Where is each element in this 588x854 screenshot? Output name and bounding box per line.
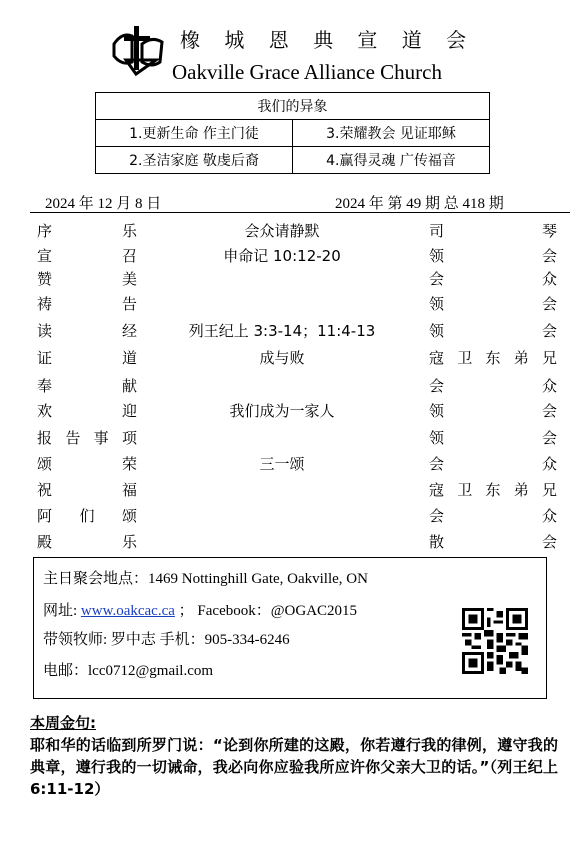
order-item-char: 召 [121,247,137,265]
order-item-name [37,375,137,396]
order-item-content: 成与败 [259,349,305,367]
qr-code-icon [462,608,528,674]
order-item-name [37,347,137,368]
order-item-char: 赞 [37,270,53,288]
order-item-char: 们 [79,507,95,525]
vision-item: 3.荣耀教会 见证耶稣 [293,120,490,147]
order-row [37,505,557,529]
order-resp-char: 卫 [457,349,473,367]
order-item-char: 美 [121,270,137,288]
order-resp-char: 卫 [457,481,473,499]
order-row [37,531,557,555]
order-resp-char: 兄 [541,481,557,499]
order-item-content: 申命记 10:12-20 [223,247,341,265]
order-resp-char: 领 [429,402,445,420]
order-item-name [37,453,137,474]
order-row [37,245,557,269]
order-item-char: 读 [37,322,53,340]
divider [30,212,570,213]
order-item-responsible [429,347,557,368]
order-item-char: 项 [121,429,137,447]
order-resp-char: 散 [429,533,445,551]
order-item-responsible [429,400,557,421]
vision-item: 1.更新生命 作主门徒 [96,120,293,147]
order-row [37,427,557,451]
order-item-char: 乐 [121,533,137,551]
order-item-content: 三一颂 [259,455,305,473]
order-item-content: 我们成为一家人 [229,402,335,420]
order-item-char: 事 [93,429,109,447]
order-item-responsible [429,479,557,500]
order-resp-char: 寇 [429,481,445,499]
order-item-char: 祷 [37,295,53,313]
order-resp-char: 众 [541,377,557,395]
order-item-char: 欢 [37,402,53,420]
order-item-name [37,531,137,552]
meeting-address: 主日聚会地点：1469 Nottinghill Gate, Oakville, ON [43,571,368,587]
vision-item: 2.圣洁家庭 敬虔后裔 [96,147,293,174]
vision-item: 4.赢得灵魂 广传福音 [293,147,490,174]
weekly-verse-heading: 本周金句: [30,714,96,732]
order-item-char: 迎 [121,402,137,420]
order-resp-char: 会 [541,402,557,420]
issue-number: 2024 年 第 49 期 总 418 期 [335,196,504,212]
order-item-char: 阿 [37,507,53,525]
order-resp-char: 东 [485,349,501,367]
email: 电邮：lcc0712@gmail.com [43,663,214,679]
order-item-name [37,320,137,341]
order-item-responsible [429,268,557,289]
order-item-char: 经 [121,322,137,340]
order-item-char: 颂 [121,507,137,525]
church-name-english: Oakville Grace Alliance Church [172,60,442,84]
facebook-handle: ； Facebook：@OGAC2015 [174,603,358,619]
order-item-char: 告 [121,295,137,313]
order-row [37,453,557,477]
order-item-name [37,479,137,500]
order-item-name [37,505,137,526]
vision-table [95,92,490,174]
order-item-char: 殿 [37,533,53,551]
order-row [37,220,557,244]
order-item-char: 报 [37,429,53,447]
order-resp-char: 司 [429,222,445,240]
website-line [43,599,357,620]
order-resp-char: 兄 [541,349,557,367]
order-item-char: 颂 [37,455,53,473]
order-item-name [37,427,137,448]
church-logo-icon [108,22,168,78]
order-item-char: 道 [121,349,137,367]
order-resp-char: 会 [429,507,445,525]
order-item-responsible [429,505,557,526]
order-resp-char: 众 [541,455,557,473]
order-resp-char: 会 [541,429,557,447]
order-resp-char: 众 [541,507,557,525]
order-resp-char: 领 [429,429,445,447]
order-resp-char: 会 [541,322,557,340]
order-resp-char: 会 [429,270,445,288]
order-resp-char: 弟 [513,349,529,367]
order-item-responsible [429,375,557,396]
order-item-name [37,293,137,314]
order-item-responsible [429,453,557,474]
order-row [37,293,557,317]
order-item-responsible [429,320,557,341]
pastor-contact: 带领牧师: 罗中志 手机：905-334-6246 [43,632,290,648]
order-resp-char: 琴 [541,222,557,240]
order-item-responsible [429,245,557,266]
order-row [37,268,557,292]
vision-title: 我们的异象 [96,93,490,120]
order-row [37,347,557,371]
service-date: 2024 年 12 月 8 日 [45,196,162,212]
order-resp-char: 会 [429,455,445,473]
order-item-responsible [429,427,557,448]
order-item-char: 证 [37,349,53,367]
order-resp-char: 东 [485,481,501,499]
order-item-name [37,400,137,421]
order-resp-char: 领 [429,322,445,340]
order-item-char: 献 [121,377,137,395]
order-resp-char: 会 [429,377,445,395]
order-row [37,400,557,424]
order-resp-char: 会 [541,247,557,265]
order-item-char: 荣 [121,455,137,473]
order-row [37,479,557,503]
weekly-verse-text: 耶和华的话临到所罗门说：“论到你所建的这殿，你若遵行我的律例，遵守我的典章，遵行我的一切诫命，我必向你应验我所应许你父亲大卫的话。”（列王纪上 6:11-12） [30,736,558,798]
order-resp-char: 弟 [513,481,529,499]
order-row [37,320,557,344]
order-item-char: 奉 [37,377,53,395]
order-item-char: 祝 [37,481,53,499]
order-resp-char: 会 [541,533,557,551]
order-item-char: 宣 [37,247,53,265]
order-row [37,375,557,399]
order-item-char: 告 [65,429,81,447]
order-item-name [37,245,137,266]
order-resp-char: 众 [541,270,557,288]
order-item-char: 福 [121,481,137,499]
church-name-chinese: 橡 城 恩 典 宣 道 会 [180,28,476,52]
order-resp-char: 领 [429,247,445,265]
order-item-content: 列王纪上 3:3-14；11:4-13 [188,322,376,340]
order-item-char: 乐 [121,222,137,240]
order-item-responsible [429,220,557,241]
order-resp-char: 领 [429,295,445,313]
order-resp-char: 会 [541,295,557,313]
order-item-content: 会众请静默 [244,222,320,240]
website-label: 网址: [43,603,81,619]
order-item-responsible [429,531,557,552]
order-item-responsible [429,293,557,314]
order-item-char: 序 [37,222,53,240]
website-link[interactable]: www.oakcac.ca [80,603,175,619]
order-item-name [37,268,137,289]
order-resp-char: 寇 [429,349,445,367]
order-item-name [37,220,137,241]
